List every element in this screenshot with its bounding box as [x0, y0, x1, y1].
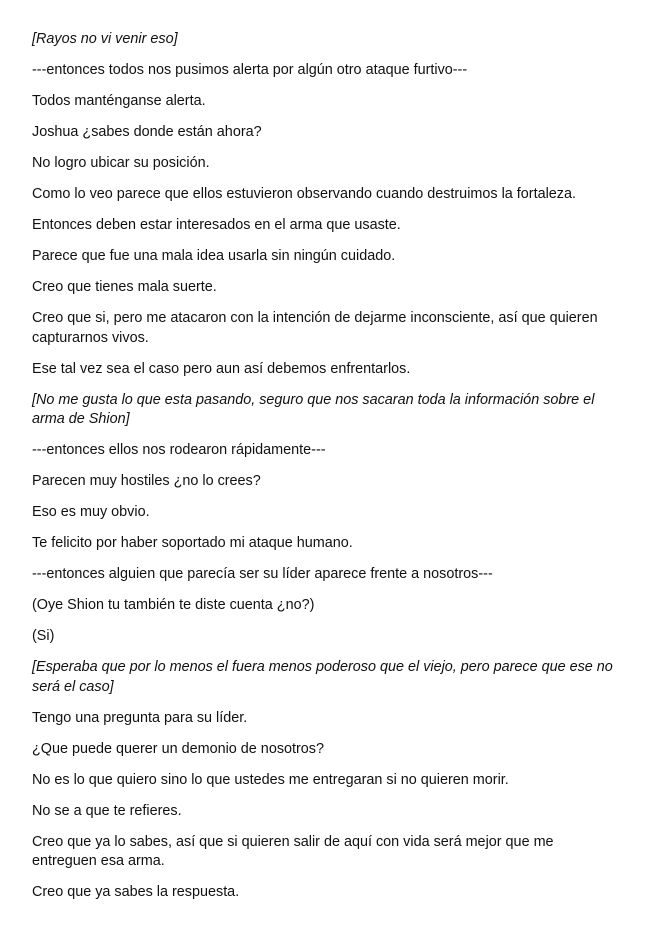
paragraph-12: [No me gusta lo que esta pasando, seguro que nos sacaran toda la información sobre el arma de Shion] — [32, 391, 595, 427]
paragraph-11: Ese tal vez sea el caso pero aun así debemos enfrentarlos. — [32, 360, 411, 377]
paragraph-15: Eso es muy obvio. — [32, 504, 150, 520]
paragraph-19: (Si) — [32, 628, 55, 644]
paragraph-4: Joshua ¿sabes donde están ahora? — [32, 124, 262, 140]
paragraph-9: Creo que tienes mala suerte. — [32, 279, 217, 295]
paragraph-6: Como lo veo parece que ellos estuvieron observando cuando destruimos la fortaleza. — [32, 186, 576, 202]
paragraph-24: No se a que te refieres. — [32, 802, 182, 819]
paragraph-13: ---entonces ellos nos rodearon rápidamente--- — [32, 442, 326, 458]
paragraph-16: Te felicito por haber soportado mi ataque humano. — [32, 535, 353, 551]
paragraph-5: No logro ubicar su posición. — [32, 155, 210, 171]
paragraph-17: ---entonces alguien que parecía ser su líder aparece frente a nosotros--- — [32, 566, 493, 582]
document-page — [32, 30, 622, 914]
paragraph-10: Creo que si, pero me atacaron con la intención de dejarme inconsciente, así que quieren capturarnos vivos. — [32, 310, 598, 346]
paragraph-14: Parecen muy hostiles ¿no lo crees? — [32, 473, 261, 489]
paragraph-3: Todos manténganse alerta. — [32, 93, 206, 109]
paragraph-8: Parece que fue una mala idea usarla sin ningún cuidado. — [32, 248, 396, 264]
paragraph-26: Creo que ya sabes la respuesta. — [32, 884, 240, 900]
paragraph-7: Entonces deben estar interesados en el arma que usaste. — [32, 217, 401, 233]
paragraph-2: ---entonces todos nos pusimos alerta por algún otro ataque furtivo--- — [32, 62, 468, 78]
paragraph-23: No es lo que quiero sino lo que ustedes me entregaran si no quieren morir. — [32, 771, 509, 788]
paragraph-20: [Esperaba que por lo menos el fuera menos poderoso que el viejo, pero parece que ese no será el caso] — [32, 659, 613, 695]
paragraph-25: Creo que ya lo sabes, así que si quieren salir de aquí con vida será mejor que me entreguen esa arma. — [32, 833, 554, 869]
paragraph-21: Tengo una pregunta para su líder. — [32, 709, 248, 726]
paragraph-1: [Rayos no vi venir eso] — [32, 31, 178, 47]
paragraph-18: (Oye Shion tu también te diste cuenta ¿no?) — [32, 597, 315, 613]
paragraph-22: ¿Que puede querer un demonio de nosotros? — [32, 740, 325, 757]
